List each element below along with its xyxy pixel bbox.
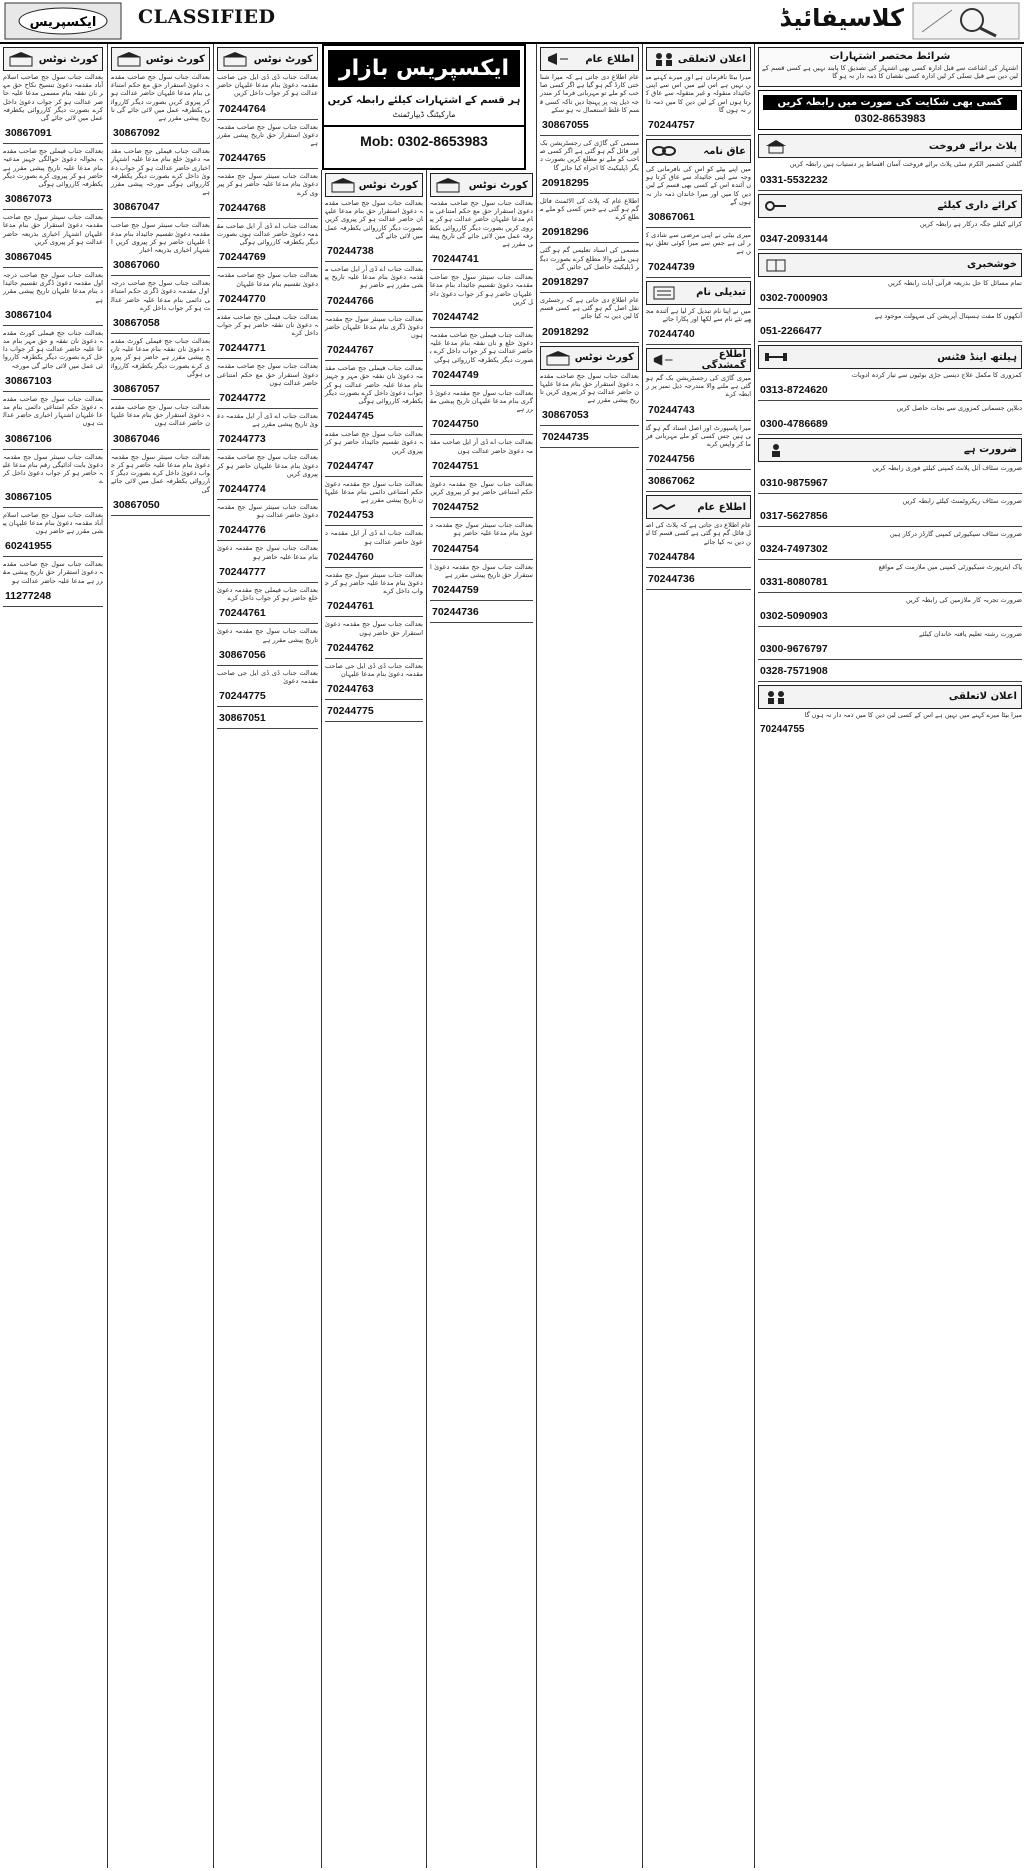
masthead xyxy=(0,0,1024,44)
ad-number: 70244761 xyxy=(217,605,318,624)
notice-text: بعدالت جناب اے ڈی آر ایل صاحب مقدمہ دعویٰ حاضر عدالت ہوں xyxy=(430,438,533,455)
section-heading-court-notice xyxy=(217,47,318,71)
ad-number: 20918297 xyxy=(540,274,639,293)
ad-number: 70244738 xyxy=(325,243,423,262)
notice-text: عام اطلاع دی جاتی ہے کہ پلاٹ کی اصل فائل گم ہو گئی ہے کسی قسم کا لین دین نہ کیا جائے xyxy=(646,521,751,546)
section-title: کورٹ نوٹس xyxy=(574,352,634,364)
notice-text: بعدالت جناب سول جج صاحب مقدمہ دعویٰ بنام مدعا علیہان حاضر ہو کر پیروی کریں xyxy=(217,453,318,478)
ad-number: 0328-7571908 xyxy=(758,663,1022,682)
ad-number: 30867047 xyxy=(111,199,210,218)
ad-number: 70244750 xyxy=(430,416,533,435)
section-heading-public-notice xyxy=(540,47,639,71)
building-icon xyxy=(435,177,461,193)
notice-text: بعدالت جناب ڈی ڈی ایل جی صاحب مقدمہ دعویٰ بنام مدعا علیہان حاضر عدالت ہو کر جواب داخل کریں xyxy=(217,73,318,98)
megaphone-icon xyxy=(545,51,571,67)
notice-text: بعدالت جناب ڈی ڈی ایل جی صاحب مقدمہ دعویٰ xyxy=(217,668,318,685)
ad-text: میرا بیٹا میرے کہنے میں نہیں ہے اس کے کسی لین دین کا میں ذمہ دار نہ ہوں گا xyxy=(804,710,1022,719)
ad-number: 70244739 xyxy=(646,259,751,278)
ad-number: 0302-7000903 xyxy=(758,290,1022,309)
ad-number: 70244762 xyxy=(325,640,423,659)
ad-text: ضرورت سٹاف آئل پلانٹ کمپنی کیلئے فوری رابطہ کریں xyxy=(872,463,1022,472)
ad-text: گلشن کشمیر الکرم سٹی پلاٹ برائے فروخت آسان اقساط پر دستیاب ہیں رابطہ کریں xyxy=(789,160,1022,169)
ad-number: 70244740 xyxy=(646,326,751,345)
section-heading-disinheritance xyxy=(646,139,751,163)
dumbbell-icon xyxy=(763,349,789,365)
notice-text: بعدالت جناب سول جج صاحب درجہ اول مقدمہ دعویٰ ڈگری حکم امتناعی دائمی بنام مدعا علیہ حاضر عدالت ہو کر جواب داخل کرے xyxy=(111,279,210,312)
notice-text: میری گاڑی کی رجسٹریشن بک گم ہو گئی ہے ملنے والا مندرجہ ذیل نمبر پر رابطہ کرے xyxy=(646,374,751,399)
ad-number: 30867106 xyxy=(3,431,103,450)
ad-text: ضرورت سٹاف ریکروٹمنٹ کیلئے رابطہ کریں xyxy=(902,496,1022,505)
ad-number: 70244759 xyxy=(430,582,533,601)
notice-text: بعدالت جناب فیملی جج صاحب مقدمہ دعویٰ نان نفقہ حق مہر و جہیز بنام مدعا علیہ حاضر عدالت ہو کر جواب دعویٰ داخل کرے بصورت دیگر یکطرفہ کارروائی ہوگی xyxy=(325,364,423,406)
ad-text: آنکھوں کا مفت ہسپتال آپریشن کی سہولت موجود ہے xyxy=(874,312,1022,321)
ad-number: 0310-9875967 xyxy=(758,475,1022,494)
column-3 xyxy=(213,44,321,1868)
notice-text: بعدالت جناب سینئر سول جج مقدمہ دعویٰ بنام مدعا علیہ حاضر ہو کر جواب داخل کرے xyxy=(325,570,423,596)
ad-number: 30867061 xyxy=(646,209,751,228)
ad-number: 70244741 xyxy=(430,251,533,270)
bazar-department: مارکیٹنگ ڈیپارٹمنٹ xyxy=(392,110,456,119)
ad-number: 70244772 xyxy=(217,390,318,409)
section-heading-good-news xyxy=(758,253,1022,277)
notice-text: بعدالت جناب سول جج صاحب اسلام آباد مقدمہ دعویٰ تنسیخ نکاح حق مہر نان نفقہ بنام مسمی مدعا علیہ حاضر عدالت ہو کر جواب دعویٰ داخل کرے بصورت دیگر کارروائی یکطرفہ عمل میں لائی جائے گی xyxy=(3,73,103,123)
notice-text: بعدالت جناب فیملی جج صاحب مقدمہ دعویٰ نان نفقہ حاضر ہو کر جواب داخل کرے xyxy=(217,312,318,338)
notice-text: بعدالت جناب سول جج مقدمہ دعویٰ استقرار حق حاضر ہوں xyxy=(325,620,423,637)
notice-text: بعدالت جناب سول جج مقدمہ دعویٰ ڈگری بنام مدعا علیہان تاریخ پیشی مقرر ہے xyxy=(430,388,533,414)
notice-text: بعدالت جناب سول جج صاحب درجہ اول مقدمہ دعویٰ ڈگری تقسیم جائیداد بنام مدعا علیہان تاریخ پیشی مقرر ہے xyxy=(3,271,103,304)
handshake-icon xyxy=(651,499,677,515)
ad-number: 70244742 xyxy=(430,309,533,328)
notice-text: بعدالت جناب سینئر سول جج صاحب مقدمہ دعویٰ استقرار حق بنام مدعا علیہان اشتہار اخباری بذریعہ حاضر عدالت ہو کر پیروی کریں xyxy=(3,213,103,246)
ad-number: 0324-7497302 xyxy=(758,541,1022,560)
ad-number: 70244745 xyxy=(325,408,423,427)
notice-text: مسمی کی گاڑی کی رجسٹریشن بک اور فائل گم ہو گئی ہے اگر کسی صاحب کو ملے تو مطلع کریں بصورت دیگر ڈپلیکیٹ کا اجراء کیا جائے گا xyxy=(540,139,639,172)
ad-text: دبلاپن جسمانی کمزوری سے نجات حاصل کریں xyxy=(896,404,1022,413)
section-heading-wanted xyxy=(758,438,1022,462)
key-icon xyxy=(763,198,789,214)
ad-number: 70244747 xyxy=(325,458,423,477)
ad-number: 30867058 xyxy=(111,315,210,334)
notice-text: بعدالت جناب اے ڈی آر ایل مقدمہ دعویٰ تاریخ پیشی مقرر ہے xyxy=(217,412,318,429)
complaint-promo xyxy=(758,90,1022,130)
ad-number: 70244768 xyxy=(217,200,318,219)
ad-number: 70244757 xyxy=(646,117,751,136)
ad-number: 70244760 xyxy=(325,549,423,568)
notice-text: میں نے اپنا نام تبدیل کر لیا ہے آئندہ مجھے نئے نام سے لکھا اور پکارا جائے xyxy=(646,306,751,323)
section-title: کورٹ نوٹس xyxy=(38,53,98,65)
ad-number: 051-2266477 xyxy=(758,323,1022,342)
section-heading-disclaimer xyxy=(646,47,751,71)
terms-text: اشتہار کی اشاعت سے قبل ادارہ کسی بھی اشتہار کی تصدیق کا پابند نہیں ہے کسی قسم کے لین دین سے قبل تسلی کر لیں ادارہ کسی نقصان کا ذمہ دار نہ ہو گا xyxy=(762,64,1018,81)
ad-number: 30867060 xyxy=(111,257,210,276)
column-8 xyxy=(754,44,1024,1868)
ad-number: 70244761 xyxy=(325,598,423,617)
ad-number: 70244776 xyxy=(217,522,318,541)
section-heading-health-fitness xyxy=(758,345,1022,369)
notice-text: بعدالت جناب اے ڈی آر ایل مقدمہ دعویٰ حاضر عدالت ہو xyxy=(325,529,423,546)
ad-number: 20918295 xyxy=(540,175,639,194)
magnifier-illustration-icon xyxy=(912,2,1020,40)
ad-number: 70244763 xyxy=(325,681,423,700)
ad-number: 70244777 xyxy=(217,564,318,583)
notice-text: بعدالت جناب سول جج صاحب مقدمہ دعویٰ تقسیم بنام مدعا علیہان xyxy=(217,271,318,288)
notice-text: بعدالت جناب اے ڈی آر ایل صاحب مقدمہ دعویٰ بنام مدعا علیہ تاریخ پیشی مقرر ہے حاضر ہو xyxy=(325,265,423,290)
notice-text: بعدالت جناب سول جج صاحب مقدمہ دعویٰ استقرار حق مع حکم امتناعی بنام مدعا علیہان حاضر عدالت ہو کر پیروی کریں بصورت دیگر کارروائی یکطرفہ عمل میں لائی جائے گی تاریخ پیشی مقرر ہے xyxy=(430,199,533,249)
ad-number: 70244743 xyxy=(646,402,751,421)
ad-text: ضرورت سٹاف سیکیورٹی کمپنی گارڈز درکار ہیں xyxy=(889,530,1022,539)
column-6 xyxy=(536,44,642,1868)
masthead-title-urdu: کلاسیفائیڈ xyxy=(779,4,904,32)
ad-number: 70244766 xyxy=(325,293,423,312)
ad-text: ضرورت رشتہ تعلیم یافتہ خاندان کیلئے xyxy=(918,629,1022,638)
ad-number: 30867104 xyxy=(3,307,103,326)
ad-number: 0347-2093144 xyxy=(758,231,1022,250)
ad-number: 70244751 xyxy=(430,458,533,477)
section-heading-court-notice xyxy=(325,173,423,197)
notice-text: بعدالت جناب سول جج مقدمہ دعویٰ استقرار حق تاریخ پیشی مقرر ہے xyxy=(430,562,533,579)
notice-text: بعدالت جناب سول جج صاحب اسلام آباد مقدمہ دعویٰ بنام مدعا علیہان پیشی مقرر ہے حاضر ہوں xyxy=(3,510,103,535)
notice-text: بعدالت جناب اے ڈی آر ایل صاحب مقدمہ دعویٰ حاضر عدالت ہوں بصورت دیگر یکطرفہ کارروائی ہوگی xyxy=(217,221,318,247)
column-7 xyxy=(642,44,754,1868)
notice-text: بعدالت جناب ڈی ڈی ایل جی صاحب مقدمہ دعویٰ بنام مدعا علیہان xyxy=(325,661,423,679)
notice-text: بعدالت جناب سینئر سول جج صاحب مقدمہ دعویٰ تقسیم جائیداد بنام مدعا علیہان حاضر ہو کر پیروی کریں اشتہار اخباری بذریعہ اخبار xyxy=(111,221,210,255)
section-title: عاق نامہ xyxy=(703,145,746,157)
notice-text: عام اطلاع دی جاتی ہے کہ میرا شناختی کارڈ گم ہو گیا ہے اگر کسی صاحب کو ملے تو مہربانی فرما کر مندرجہ ذیل پتہ پر پہنچا دیں تاکہ کسی قسم کا غلط استعمال نہ ہو سکے xyxy=(540,73,639,114)
ad-number: 70244764 xyxy=(217,101,318,120)
notice-text: بعدالت جناب سینئر سول جج مقدمہ دعویٰ حاضر عدالت ہو xyxy=(217,503,318,520)
ad-number: 30867092 xyxy=(111,125,210,144)
logo-text: ایکسپریس xyxy=(29,15,97,30)
bazar-mobile: Mob: 0302-8653983 xyxy=(324,125,524,149)
terms-heading: شرائط مختصر اشتہارات xyxy=(829,51,951,62)
section-heading-public-notice xyxy=(646,495,751,519)
ad-number: 70244749 xyxy=(430,367,533,386)
notice-text: بعدالت جناب فیملی جج صاحب مقدمہ دعویٰ خلع و نان نفقہ بنام مدعا علیہ حاضر عدالت ہو کر جواب داخل کرے بصورت دیگر یکطرفہ کارروائی ہوگی xyxy=(430,331,533,364)
terms-box xyxy=(758,47,1022,87)
ad-text: کمزوری کا مکمل علاج دیسی جڑی بوٹیوں سے تیار کردہ ادویات xyxy=(851,371,1022,380)
building-icon xyxy=(8,51,34,67)
ad-number: 70244775 xyxy=(325,703,423,722)
notice-text: بعدالت جناب سول جج مقدمہ دعویٰ حکم امتناعی حاضر ہو کر پیروی کریں xyxy=(430,479,533,497)
ad-number: 70244784 xyxy=(646,549,751,568)
ad-number: 30867056 xyxy=(217,647,318,666)
ad-number: 30867105 xyxy=(3,489,103,508)
bazar-subtitle: ہر قسم کے اشتہارات کیلئے رابطہ کریں xyxy=(327,95,521,106)
notice-text: میری بیٹی نے اپنی مرضی سے شادی کر لی ہے جس سے میرا کوئی تعلق نہیں ہے xyxy=(646,231,751,256)
ad-number: 30867051 xyxy=(217,710,318,729)
masthead-title-english: CLASSIFIED xyxy=(138,6,276,28)
notice-text: بعدالت جناب سول جج مقدمہ دعویٰ تاریخ پیشی مقرر ہے xyxy=(217,627,318,644)
ad-text: پاک ایئرپورٹ سیکیورٹی کمپنی میں ملازمت کے مواقع xyxy=(878,563,1022,572)
ad-number: 70244752 xyxy=(430,499,533,518)
ad-number: 70244769 xyxy=(217,249,318,268)
notice-text: بعدالت جناب سول جج صاحب مقدمہ دعویٰ استقرار حق بنام مدعا علیہان حاضر عدالت ہو کر پیروی کریں بصورت دیگر کارروائی یکطرفہ عمل میں لائی جائے گی xyxy=(325,199,423,240)
ad-number: 70244755 xyxy=(760,724,805,736)
notice-text: بعدالت جناب سینئر سول جج مقدمہ دعویٰ بنام مدعا علیہ حاضر ہو کر پیروی کرے xyxy=(217,172,318,197)
notice-text: میں اپنے بیٹے کو اس کی نافرمانی کی وجہ سے اپنی جائیداد سے عاق کرتا ہوں آئندہ اس کے کسی بھی قسم کے لین دین کا میں اور میرا خاندان ذمہ دار نہ ہوں گے xyxy=(646,165,751,206)
ad-number: 30867057 xyxy=(111,381,210,400)
notice-text: اطلاع عام کہ پلاٹ کی الاٹمنٹ فائل گم ہو گئی ہے جس کسی کو ملے مطلع کرے xyxy=(540,196,639,222)
notice-text: بعدالت جناب سول جج مقدمہ دعویٰ بنام مدعا علیہ حاضر ہو xyxy=(217,544,318,561)
section-title: کورٹ نوٹس xyxy=(253,53,313,65)
person-icon xyxy=(763,442,789,458)
section-title: اعلان لاتعلقی xyxy=(948,691,1017,703)
column-2 xyxy=(107,44,213,1868)
notice-text: میرا پاسپورٹ اور اصل اسناد گم ہو گئی ہیں جس کسی کو ملے مہربانی فرما کر واپس کرے xyxy=(646,423,751,449)
section-heading-court-notice xyxy=(3,47,103,71)
notice-text: بعدالت جناب سول جج صاحب مقدمہ دعویٰ حکم امتناعی دائمی بنام مدعا علیہان اشتہار اخباری حاضر عدالت ہوں xyxy=(3,394,103,428)
people-icon xyxy=(763,689,789,705)
express-logo-left xyxy=(4,2,122,40)
section-title: اطلاع گمشدگی xyxy=(701,349,746,372)
column-5 xyxy=(426,170,536,1868)
complaint-title: کسی بھی شکایت کی صورت میں رابطہ کریں xyxy=(763,95,1017,110)
ad-number: 30867053 xyxy=(540,407,639,426)
ad-number: 0317-5627856 xyxy=(758,508,1022,527)
complaint-phone: 0302-8653983 xyxy=(854,113,926,126)
section-heading-court-notice xyxy=(111,47,210,71)
section-heading-court-notice xyxy=(540,346,639,370)
notice-text: بعدالت جناب سول جج صاحب مقدمہ دعویٰ استقرار حق تاریخ پیشی مقرر ہے مدعا علیہ حاضر عدالت ہو xyxy=(3,560,103,585)
ad-number: 0331-8080781 xyxy=(758,574,1022,593)
ad-number: 30867062 xyxy=(646,473,751,492)
ad-number: 70244767 xyxy=(325,342,423,361)
house-icon xyxy=(763,138,789,154)
section-heading-disclaimer xyxy=(758,685,1022,709)
column-1 xyxy=(0,44,106,1868)
ad-number: 0300-4786689 xyxy=(758,416,1022,435)
notice-text: بعدالت جناب فیملی جج صاحب مقدمہ دعویٰ خلع بنام مدعا علیہ اشتہار اخباری حاضر عدالت ہو کر جواب دعویٰ داخل کرے بصورت دیگر یکطرفہ کارروائی ہوگی مورخہ پیشی مقرر ہے xyxy=(111,147,210,197)
ad-number: 70244773 xyxy=(217,431,318,450)
ad-number: 70244765 xyxy=(217,150,318,169)
ad-number: 0300-9676797 xyxy=(758,641,1022,660)
building-icon xyxy=(222,51,248,67)
section-title: اعلان لاتعلقی xyxy=(677,53,746,65)
ad-number: 20918296 xyxy=(540,224,639,243)
notice-text: بعدالت جناب سول جج مقدمہ دعویٰ حکم امتناعی دائمی بنام مدعا علیہان تاریخ پیشی مقرر ہے xyxy=(325,479,423,505)
checklist-icon xyxy=(651,285,677,301)
notice-text: بعدالت جناب جج فیملی کورٹ مقدمہ دعویٰ نان نفقہ بنام مدعا علیہ تاریخ پیشی مقرر ہے حاضر ہو کر پیروی کرے بصورت دیگر یکطرفہ کارروائی ہوگی xyxy=(111,337,210,378)
chain-icon xyxy=(651,143,677,159)
notice-text: بعدالت جناب سول جج صاحب مقدمہ دعویٰ استقرار حق بنام مدعا علیہان حاضر عدالت ہوں xyxy=(111,403,210,428)
ad-number: 20918292 xyxy=(540,324,639,343)
column-4 xyxy=(321,170,426,1868)
ad-number: 30867050 xyxy=(111,497,210,516)
notice-text: بعدالت جناب سینئر سول جج مقدمہ دعویٰ ڈگری بنام مدعا علیہان حاضر ہوں xyxy=(325,314,423,340)
section-title: پلاٹ برائے فروخت xyxy=(928,140,1017,152)
ad-number: 70244775 xyxy=(217,688,318,707)
notice-text: بعدالت جناب سینئر سول جج صاحب مقدمہ دعویٰ تقسیم جائیداد بنام مدعا علیہان حاضر ہو کر جواب دعویٰ داخل کریں xyxy=(430,273,533,306)
ad-number: 0302-5090903 xyxy=(758,608,1022,627)
ad-number: 70244735 xyxy=(540,429,639,448)
bazar-title: ایکسپریس بازار xyxy=(328,50,520,87)
notice-text: عام اطلاع دی جاتی ہے کہ رجسٹری نقل اصل گم ہو گئی ہے کسی قسم کا لین دین نہ کیا جائے xyxy=(540,296,639,321)
building-icon xyxy=(330,177,356,193)
ad-text: کرائے کیلئے جگہ درکار ہے رابطہ کریں xyxy=(919,219,1022,228)
notice-text: بعدالت جناب سول جج صاحب مقدمہ دعویٰ تقسیم جائیداد حاضر ہو کر پیروی کریں xyxy=(325,430,423,455)
ad-number: 30867045 xyxy=(3,249,103,268)
notice-text: بعدالت جناب سول جج صاحب مقدمہ دعویٰ استقرار حق بنام مدعا علیہان حاضر عدالت ہو کر پیروی کریں تاریخ پیشی مقرر ہے xyxy=(540,371,639,405)
notice-text: بعدالت جناب جج فیملی کورٹ مقدمہ دعویٰ نان نفقہ و حق مہر بنام مدعا علیہ حاضر عدالت ہو کر جواب داخل کرے بصورت دیگر یکطرفہ کارروائی عمل میں لائی جائے گی مورخہ xyxy=(3,328,103,370)
ad-number: 30867091 xyxy=(3,125,103,144)
section-title: تبدیلی نام xyxy=(696,287,746,299)
notice-text: بعدالت جناب سول جج صاحب مقدمہ دعویٰ استقرار حق تاریخ پیشی مقرر ہے xyxy=(217,122,318,148)
section-title: کورٹ نوٹس xyxy=(145,53,205,65)
section-title: کورٹ نوٹس xyxy=(358,179,418,191)
ad-number: 70244770 xyxy=(217,291,318,310)
ad-number: 30867103 xyxy=(3,373,103,392)
ad-number: 30867073 xyxy=(3,191,103,210)
ad-number: 60241955 xyxy=(3,538,103,557)
ad-number: 0313-8724620 xyxy=(758,382,1022,401)
building-icon xyxy=(116,51,142,67)
ad-number: 0331-5532232 xyxy=(758,172,1022,191)
book-icon xyxy=(763,257,789,273)
ad-number: 30867046 xyxy=(111,431,210,450)
section-heading-lost-notice xyxy=(646,348,751,372)
ad-number: 70244771 xyxy=(217,340,318,359)
notice-text: مسمی کی اسناد تعلیمی گم ہو گئی ہیں ملنے والا مطلع کرے بصورت دیگر ڈپلیکیٹ حاصل کی جائیں گی xyxy=(540,246,639,271)
notice-text: بعدالت جناب سول جج صاحب مقدمہ دعویٰ استقرار حق مع حکم امتناعی حاضر عدالت ہوں xyxy=(217,362,318,387)
section-heading-plot-for-sale xyxy=(758,134,1022,158)
ad-text: ضرورت تجربہ کار ملازمین کی رابطہ کریں xyxy=(905,596,1022,605)
notice-text: بعدالت جناب سینئر سول جج مقدمہ دعویٰ بنام مدعا علیہ حاضر ہو xyxy=(430,521,533,538)
building-icon xyxy=(545,350,571,366)
notice-text: بعدالت جناب فیملی جج صاحب مقدمہ بحوالہ دعویٰ حوالگی جہیز مدعیہ بنام مدعا علیہ تاریخ پیشی مقرر ہے حاضر ہو کر پیروی کرے بصورت دیگر یکطرفہ کارروائی ہوگی xyxy=(3,147,103,189)
section-heading-court-notice xyxy=(430,173,533,197)
ad-number: 70244736 xyxy=(646,571,751,590)
section-heading-name-change xyxy=(646,281,751,305)
ad-number: 70244736 xyxy=(430,604,533,623)
section-title: ضرورت ہے xyxy=(963,444,1017,456)
notice-text: میرا بیٹا نافرمان ہے اور میرے کہنے میں نہیں ہے اس لیے میں اس سے اپنی جائیداد منقولہ و غیر منقولہ سے عاق کرتا ہوں اس کے لین دین کا میں ذمہ دار نہ ہوں گا xyxy=(646,73,751,114)
notice-text: بعدالت جناب سینئر سول جج مقدمہ دعویٰ بنام مدعا علیہ حاضر ہو کر جواب دعویٰ داخل کرے بصورت دیگر کارروائی یکطرفہ عمل میں لائی جائے گی xyxy=(111,452,210,494)
megaphone-icon xyxy=(651,352,675,368)
section-title: خوشخبری xyxy=(967,259,1017,271)
section-title: اطلاع عام xyxy=(697,501,746,513)
section-title: اطلاع عام xyxy=(585,53,634,65)
ad-number: 70244774 xyxy=(217,481,318,500)
section-title: کورٹ نوٹس xyxy=(468,179,528,191)
notice-text: بعدالت جناب سینئر سول جج مقدمہ دعویٰ بابت ادائیگی رقم بنام مدعا علیہ حاضر ہو کر جواب دعویٰ داخل کرے xyxy=(3,452,103,486)
notice-text: بعدالت جناب فیملی جج مقدمہ دعویٰ خلع حاضر ہو کر جواب داخل کرے xyxy=(217,585,318,603)
ad-number: 11277248 xyxy=(3,588,103,607)
people-icon xyxy=(651,51,677,67)
ad-number: 30867055 xyxy=(540,117,639,136)
express-bazar-banner xyxy=(322,44,526,170)
ad-text: تمام مسائل کا حل بذریعہ قرآنی آیات رابطہ کریں xyxy=(888,278,1022,287)
section-title: کرائے داری کیلئے xyxy=(937,200,1017,212)
section-heading-rent xyxy=(758,194,1022,218)
ad-number: 70244753 xyxy=(325,507,423,526)
section-title: ہیلتھ اینڈ فٹنس xyxy=(937,351,1017,363)
ad-number: 70244754 xyxy=(430,541,533,560)
ad-number: 70244756 xyxy=(646,451,751,470)
notice-text: بعدالت جناب سول جج صاحب مقدمہ دعویٰ استقرار حق مع حکم امتناعی بنام مدعا علیہان حاضر عدالت ہو کر پیروی کریں بصورت دیگر کارروائی یکطرفہ عمل میں لائی جائے گی تاریخ پیشی مقرر ہے xyxy=(111,73,210,123)
